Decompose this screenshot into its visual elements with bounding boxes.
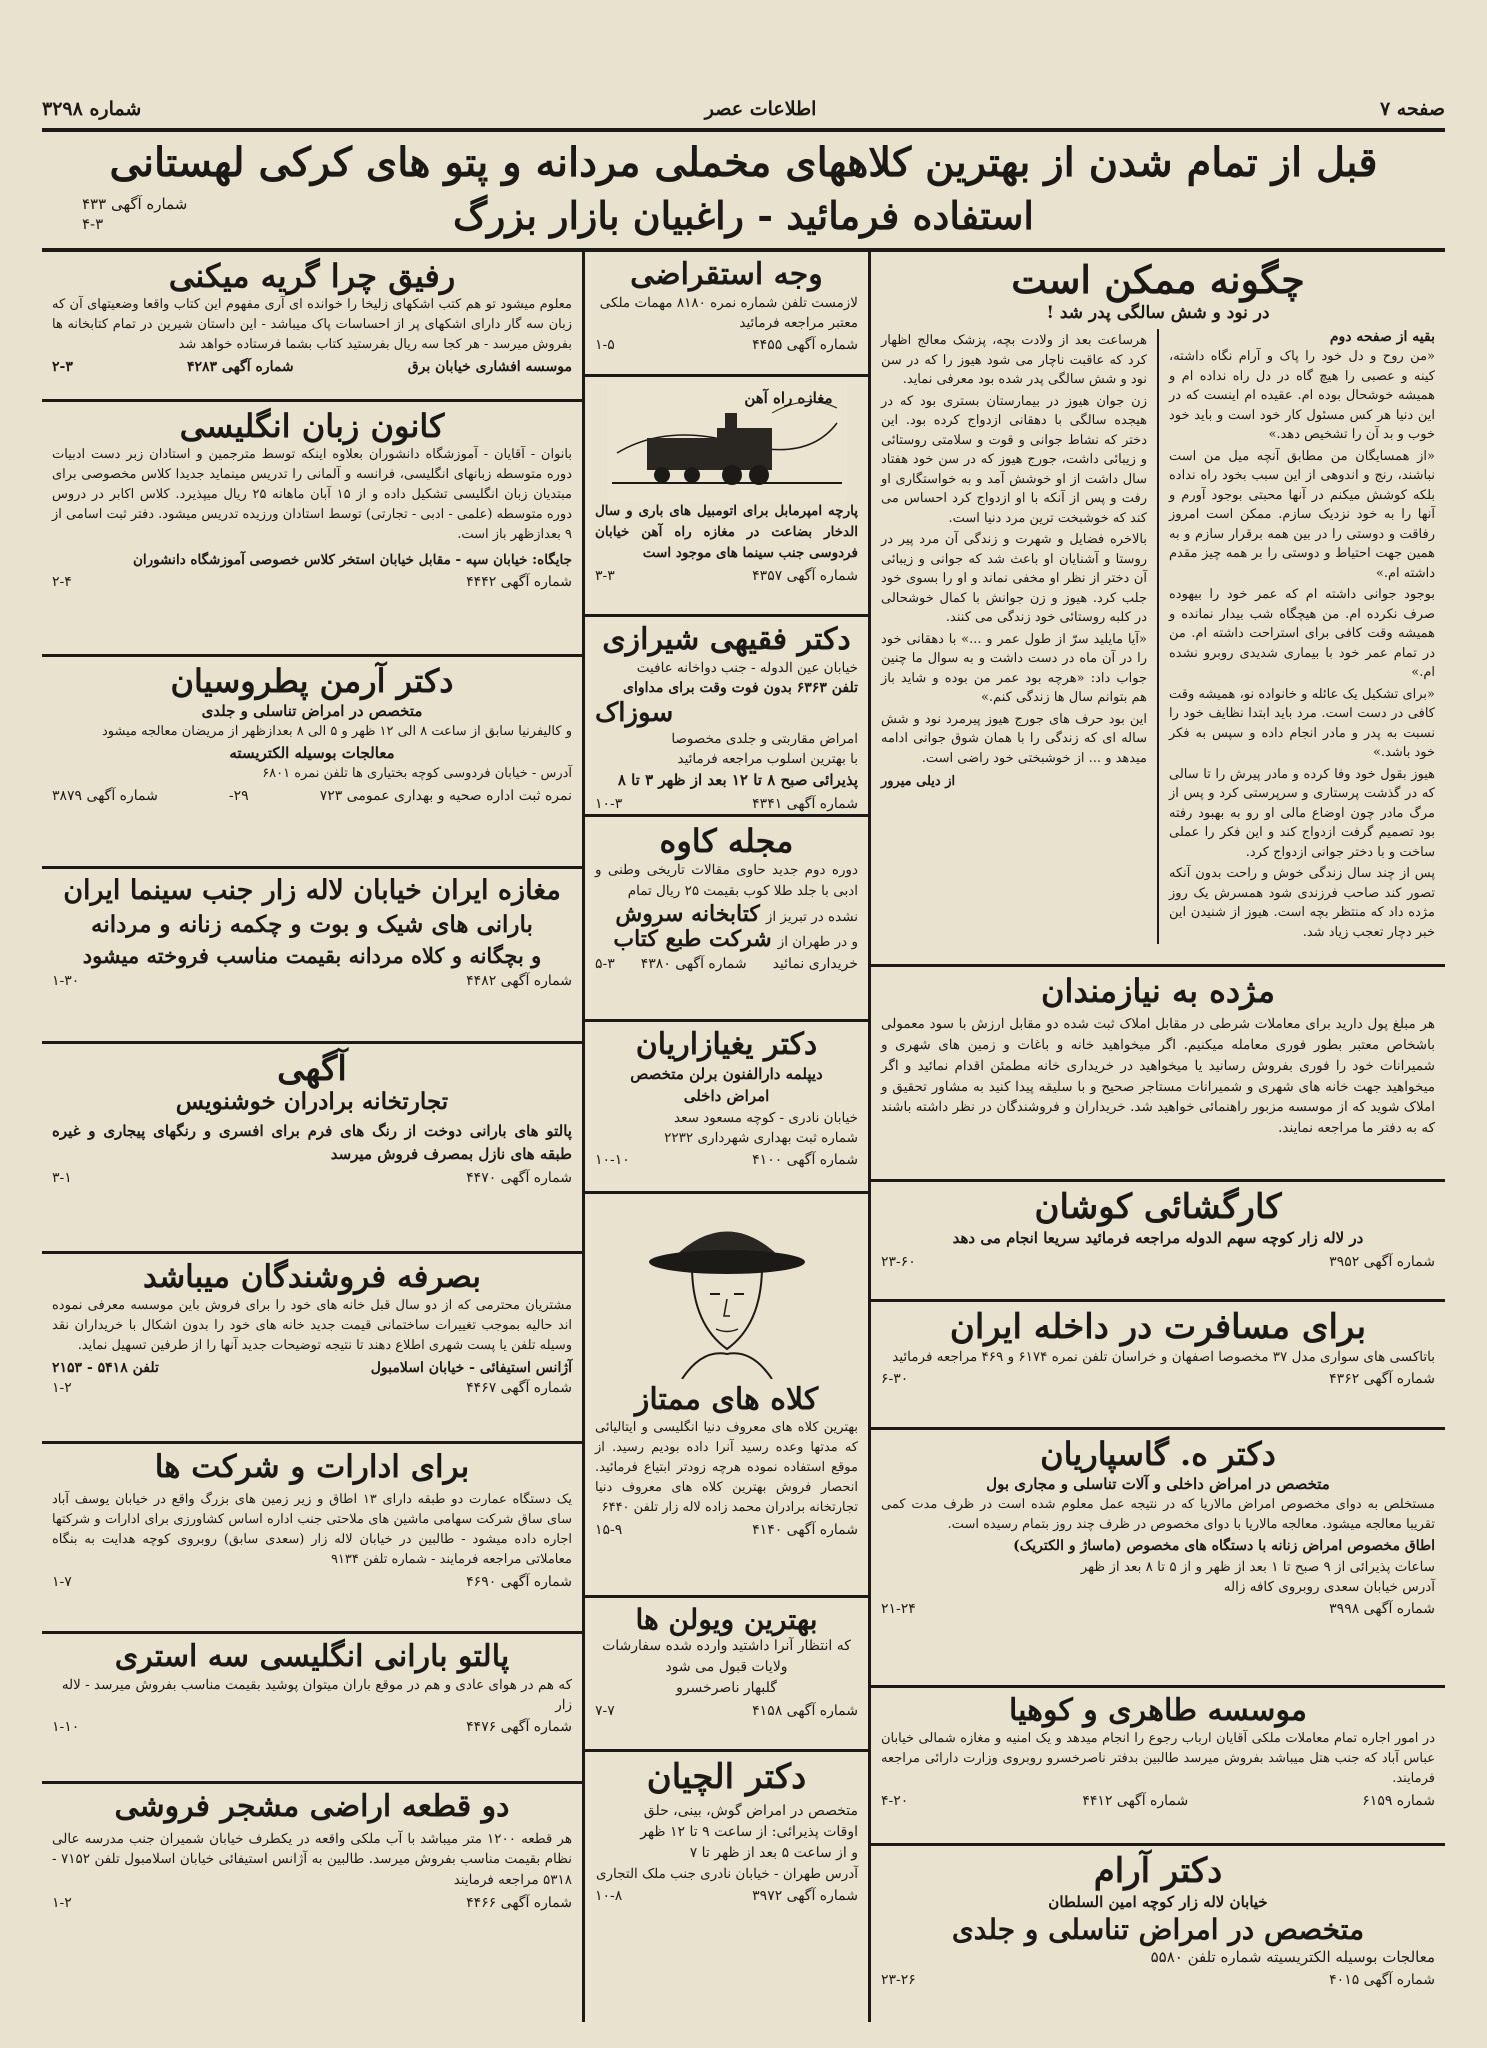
ad-line-2: بارانی های شیک و بوت و چکمه زنانه و مردانه xyxy=(91,911,533,939)
ad-line: شماره ثبت بهداری شهرداری ۲۲۳۲ xyxy=(664,1129,858,1146)
ad-ref: شماره آگهی ۴۴۷۶ xyxy=(466,1719,572,1735)
story-title: چگونه ممکن است xyxy=(1011,257,1305,302)
story-paragraph: هرساعت بعد از ولادت بچه، پزشک معالج اظهار کرد که عاقبت ناچار می شود هیوز را که در سن نود و شش سالگی پدر شده بود معرفی نماید. xyxy=(881,333,1147,388)
ad-address: جایگاه: خیابان سپه - مقابل خیابان استخر کلاس خصوصی آموزشگاه دانشوران xyxy=(132,551,572,568)
banner-ref-number: شماره آگهی ۴۳۳ xyxy=(82,195,188,213)
train-illustration xyxy=(607,383,847,501)
ad-footer xyxy=(881,1371,1435,1387)
ad-body: هر مبلغ پول دارید برای معاملات شرطی در مقابل املاک ثبت شده دو مقابل ارزش با سود معمولی باشخاص معتبر بطور فوری معامله میکنیم. اگر میخواهید خانه و باغات و زمین های شهری و شمیرانات خود را فوری بفروش رسانید یا میخواهید در خریداری خانه مطمئن اقدام نمائید و اگر میخواهید جهت خانه های شهری و شمیرانات مستاجر صحیح و با سلیقه پیدا کنید به مشاور تحقیق و املاک شوید که از موسسه مزبور راهنمائی خواهید شد. خریداران و فروشندگان در نظر داشته باشند که به دفتر ما مراجعه نمایند. xyxy=(881,1015,1435,1137)
ad-highlight: شرکت طبع کتاب xyxy=(613,925,772,952)
ad-code: ۲۳-۲۶ xyxy=(881,1972,916,1989)
ad-body: معالجات بوسیله الکتریسیته شماره تلفن ۵۵۸۰ xyxy=(1150,1947,1435,1966)
ad-text: نشده در تبریز از xyxy=(765,908,858,925)
ad-footer xyxy=(595,1703,858,1719)
ad-code: ۱-۲ xyxy=(52,1895,72,1912)
ad-title: کارگشائی کوشان xyxy=(1034,1187,1282,1227)
ad-footer xyxy=(881,1254,1435,1270)
ad-ref: شماره آگهی ۴۴۶۶ xyxy=(466,1895,572,1912)
ad-text: خریداری نمائید xyxy=(772,956,858,973)
top-banner-ad xyxy=(42,136,1445,246)
ad-code: ۱-۳۰ xyxy=(52,972,80,989)
ad-address: آدرس - خیابان فردوسی کوچه بختیاری ها تلفن نمره ۶۸۰۱ xyxy=(262,766,572,782)
ad-body: و کالیفرنیا سابق از ساعت ۸ الی ۱۲ ظهر و ۵ الی ۸ بعدازظهر از مریضان معالجه میشود xyxy=(101,724,572,740)
ad-line: متخصص در امراض گوش، بینی، حلق xyxy=(643,1803,858,1820)
ad-title: دو قطعه اراضی مشجر فروشی xyxy=(114,1789,510,1824)
ad-ref: شماره آگهی ۴۱۰۰ xyxy=(752,1152,858,1168)
ad-code: ۶-۳۰ xyxy=(881,1371,909,1388)
ad-body: که هم در هوای عادی و هم در موقع باران میتوان پوشید بقیمت مناسب بفروش میرسد - لاله زار xyxy=(61,1676,572,1713)
ad-text: و در طهران از xyxy=(777,933,858,950)
ad-ref: شماره آگهی ۴۴۸۲ xyxy=(466,972,572,989)
ad-edarat xyxy=(42,1444,582,1634)
story-paragraph: پس از چند سال زندگی خوش و راحت بدون آنکه تصور کند صاحب فرزندی شود همسرش یک روز مژده داد که منتظر بچه است. هیوز از شنیدن این خبر دچار تعجب زیاد شد. xyxy=(1169,866,1435,940)
ad-title: دکتر یغیازاریان xyxy=(635,1027,818,1062)
ad-ref: شماره آگهی ۴۳۴۱ xyxy=(752,795,858,812)
ad-code: ۲۳-۶۰ xyxy=(881,1253,916,1270)
ad-footer xyxy=(595,1522,858,1538)
ad-title: دکتر ه. گاسپاریان xyxy=(1040,1435,1276,1473)
ad-body: مستخلص به دوای مخصوص امراض مالاریا که در نتیجه عمل معلوم شده است در ظرف مدت کمی تقریبا معالجه میشود. معالجه مالاریا با دوای مخصوص در ظرف چند روز بتمام رسیده است. xyxy=(881,1497,1435,1533)
ad-body: در لاله زار کوچه سهم الدوله مراجعه فرمائید سریعا انجام می دهد xyxy=(952,1229,1364,1248)
ad-footer xyxy=(52,973,572,989)
ad-armen xyxy=(42,657,582,869)
ad-gasparian xyxy=(871,1430,1445,1688)
ad-subtitle: تجارتخانه برادران خوشنویس xyxy=(175,1088,449,1116)
ad-line: و از ساعت ۵ بعد از ظهر تا ۷ xyxy=(689,1845,858,1862)
ad-code: ۳-۳ xyxy=(595,567,615,584)
ad-ref: شماره آگهی ۳۹۷۲ xyxy=(752,1888,858,1905)
ad-ref: شماره آگهی ۴۴۶۷ xyxy=(466,1380,572,1397)
ad-specialty: متخصص در امراض داخلی و آلات تناسلی و مجاری بول xyxy=(986,1474,1330,1493)
ad-kaveh xyxy=(585,817,868,1022)
ad-aram xyxy=(871,1846,1445,2022)
left-column xyxy=(42,252,582,2022)
ad-address: آژانس استیفائی - خیابان اسلامبول xyxy=(370,1360,572,1377)
ad-code: ۲۹- xyxy=(228,787,249,804)
page-header xyxy=(42,92,1445,126)
ad-hours: پذیرائی صبح ۸ تا ۱۲ بعد از ظهر ۳ تا ۸ xyxy=(617,771,858,790)
ad-footer xyxy=(881,1972,1435,1988)
ad-body: هر قطعه ۱۲۰۰ متر میباشد با آب ملکی واقعه در یکطرف خیابان شمیران جنب مدرسه عالی نظام بقیمت مناسب بفروش میرسد. طالبین به آژانس استیفائی خیابان اسلامبول تلفن ۷۱۵۲ - ۵۳۱۸ مراجعه فرمایند xyxy=(52,1830,572,1889)
ad-title: دکتر فقیهی شیرازی xyxy=(602,622,851,657)
ad-mozhdeh xyxy=(871,967,1445,1182)
ad-ref: شماره آگهی ۴۱۵۸ xyxy=(752,1703,858,1720)
right-column xyxy=(871,252,1445,2022)
ad-line: امراض مقاربتی و جلدی مخصوصا xyxy=(671,730,858,747)
ad-ref: شماره آگهی ۴۲۸۳ xyxy=(186,359,294,376)
ad-agahi xyxy=(42,1044,582,1254)
ad-line: خیابان نادری - کوچه مسعود سعد xyxy=(674,1109,858,1126)
ad-title: موسسه طاهری و کوهیا xyxy=(1008,1693,1308,1728)
ad-ref: شماره آگهی ۴۳۶۲ xyxy=(1329,1371,1435,1388)
ad-title: دکتر آرمن پطروسیان xyxy=(170,662,454,700)
story-divider xyxy=(1157,329,1159,944)
ad-line xyxy=(595,902,858,927)
ad-faghihi xyxy=(585,617,868,817)
banner-line-1: قبل از تمام شدن از بهترین کلاههای مخملی مردانه و پتو های کرکی لهستانی xyxy=(109,139,1378,186)
ad-taheri xyxy=(871,1688,1445,1846)
ad-yeghiazarian xyxy=(585,1022,868,1194)
banner-line-2: استفاده فرمائید - راغبیان بازار بزرگ xyxy=(453,193,1034,238)
ad-treatment: معالجات بوسیله الکتریسته xyxy=(229,743,395,762)
banner-ref xyxy=(82,194,187,234)
ad-line: با بهترین اسلوب مراجعه فرمائید xyxy=(677,750,858,767)
ad-footer xyxy=(595,956,858,972)
ad-vajh xyxy=(585,252,868,377)
ad-line: دیپلمه دارالفنون برلن متخصص xyxy=(630,1064,823,1083)
ad-kanoon xyxy=(42,402,582,657)
ad-footer xyxy=(595,568,858,584)
ad-footer xyxy=(52,1170,572,1186)
ad-title: برای مسافرت در داخله ایران xyxy=(949,1307,1367,1347)
ad-title: آگهی xyxy=(277,1049,347,1089)
ad-title: مژده به نیازمندان xyxy=(1041,972,1275,1010)
story-paragraph: بوجود جوانی داشته ام که عمر خود را بیهوده صرف نکرده ام. من هیچگاه شب بیدار نمانده و همیشه وقت کافی برای استراحت داشته ام. من در تمام عمر خود با بیماری شدیدی روبرو نشده ام.» xyxy=(1169,587,1435,681)
ad-line-3: و بچگانه و کلاه مردانه بقیمت مناسب فروخته میشود xyxy=(82,943,542,969)
paper-name: اطلاعات عصر xyxy=(704,98,817,120)
middle-column xyxy=(585,252,868,2022)
ad-body: که انتظار آنرا داشتید وارده شده سفارشات ولایات قبول می شود xyxy=(602,1638,851,1676)
ad-code: ۲۱-۲۴ xyxy=(881,1601,916,1618)
ad-code: ۱-۲ xyxy=(52,1380,72,1397)
ad-body: یک دستگاه عمارت دو طبقه دارای ۱۳ اطاق و زیر زمین های بزرگ واقع در خیابان یوسف آباد سای ساق شرکت سهامی ماشین های ملاحتی جنب اداره اساس کشاورزی برای ادارات و شرکتها اجاره داده میشود - طالبین در خیابان لاله زار (سعدی سابق) روبروی کوچه هدایت به بنگاه معاملاتی مراجعه فرمایند - شماره تلفن ۹۱۳۴ xyxy=(52,1491,572,1568)
ad-body: معلوم میشود تو هم کتب اشکهای زلیخا را خوانده ای آری مفهوم این کتاب واقعا وضعیتهای آن که زبان سه گار دارای اشکهای پر از احساسات پاک میباشد - این داستان شیرین در تمام کتابخانه ها بفروش میرسد - هر کجا سه ریال بفرستید کتاب بشما فرستاده خواهد شد xyxy=(52,296,572,353)
ad-rahahan xyxy=(585,377,868,617)
ad-ref: شماره آگهی ۴۰۱۵ xyxy=(1329,1972,1435,1989)
ad-title: کلاه های ممتاز xyxy=(634,1382,819,1417)
story-paragraph: بالاخره فضایل و شهرت و زندگی آن مرد پیر در روستا و آشنایان او باعث شد که جوانی و زیبائی آن دختر از نظر او مخفی نماند و او را بسوی خود جلب کرد. هیوز و زن جوانش با کمال خوشحالی در کلبه روستائی خود زندگی می کنند. xyxy=(881,532,1147,626)
ad-footer xyxy=(52,788,572,804)
ad-code: ۱-۵ xyxy=(595,337,615,353)
ad-footer xyxy=(595,1152,858,1168)
ad-address: خیابان لاله زار کوچه امین السلطان xyxy=(1048,1893,1268,1912)
ad-violin xyxy=(585,1598,868,1752)
ad-code: ۴-۲۰ xyxy=(881,1792,909,1809)
ad-footer xyxy=(52,574,572,590)
ad-ref-2: شماره ۶۱۵۹ xyxy=(1362,1792,1435,1809)
ad-specialty: متخصص در امراض تناسلی و جلدی xyxy=(951,1912,1365,1946)
ad-paltoo xyxy=(42,1634,582,1784)
story-paragraph: هیوز بقول خود وفا کرده و مادر پیرش را تا سالی که در گذشت پرستاری و سرپرستی کرد و پس از مرگ مادر چون اوضاع مالی او رو به بهبود رفته بود تصمیم گرفت ازدواج کند و این فکر را عملی ساخت و با دختر جوانی ازدواج کرد. xyxy=(1169,766,1435,860)
ad-address: آدرس خیابان سعدی روبروی کافه زاله xyxy=(1223,1578,1435,1595)
ad-doghete xyxy=(42,1784,582,2022)
ad-highlight: کتابخانه سروش xyxy=(615,900,760,927)
ad-ref: شماره آگهی ۴۴۵۵ xyxy=(752,337,858,353)
ad-code: ۱۰-۸ xyxy=(595,1888,623,1905)
story-subtitle: در نود و شش سالگی پدر شد ! xyxy=(1046,302,1270,323)
ad-kolah xyxy=(585,1194,868,1598)
ad-ref: شماره آگهی ۴۳۵۷ xyxy=(752,567,858,584)
ad-footer xyxy=(52,1719,572,1735)
ad-kargosha xyxy=(871,1182,1445,1302)
ad-body: لازمست تلفن شماره نمره ۸۱۸۰ مهمات ملکی معتبر مراجعه فرمائید xyxy=(599,294,858,331)
ad-body: پالتو های بارانی دوخت از رنگ های فرم برای افسری و رنگهای پیجاری و غیره طبقه های نازل بمصرف فروش میرسد xyxy=(52,1121,572,1163)
ad-ref-2: نمره ثبت اداره صحیه و بهداری عمومی ۷۲۳ xyxy=(319,787,572,804)
ad-ref: شماره آگهی ۴۴۱۲ xyxy=(1082,1792,1189,1809)
header-rule xyxy=(42,128,1445,132)
ad-address: موسسه افشاری خیابان برق xyxy=(407,359,572,376)
ad-code: ۱-۱۰ xyxy=(52,1719,80,1735)
story-paragraph: «برای تشکیل یک عائله و خانواده نو، همیشه وقت کافی در دست است. مرد باید ابتدا نظایف خود را نسبت به پدر و مادر انجام داده و سپس به فکر خود باشد.» xyxy=(1169,686,1435,761)
ad-specialty: متخصص در امراض تناسلی و جلدی xyxy=(201,701,423,720)
ad-footer xyxy=(881,1601,1435,1617)
ad-tel: تلفن ۵۴۱۸ - ۲۱۵۳ xyxy=(52,1360,159,1377)
ad-code: ۱۰-۳ xyxy=(595,795,623,812)
ad-title: بهترین ویولن ها xyxy=(635,1603,818,1636)
ad-ref: شماره آگهی ۳۸۷۹ xyxy=(52,787,158,804)
ad-elchian xyxy=(585,1752,868,2022)
ad-line: خیابان عین الدوله - جنب دواخانه عافیت xyxy=(636,659,858,676)
ad-room: اطاق مخصوص امراض زنانه با دستگاه های مخصوص (ماساژ و الکتریک) xyxy=(1013,1537,1435,1554)
ad-footer xyxy=(595,337,858,353)
ad-code: ۳-۱ xyxy=(52,1170,72,1187)
story-paragraph: «من روح و دل خود را پاک و آرام نگاه داشته، کینه و عصبی را هیچ گاه در دل راه نداده ام و همیشه خوشحال بوده ام. عقیده ام اینست که در این دنیا هر کس مسئول کار خود است و باید خود خوب و بد آن را تشخیص دهد.» xyxy=(1169,349,1435,443)
ad-code: ۲-۴ xyxy=(52,573,72,590)
ad-footer xyxy=(52,359,572,375)
ad-title: مجله کاوه xyxy=(659,822,794,860)
ad-body: پارچه امپرمابل برای اتومبیل های باری و سال الدخار بضاعت در مغازه راه آهن خیابان فردوسی جنب سینما های موجود است xyxy=(595,503,858,561)
ad-line: اوقات پذیرائی: از ساعت ۹ تا ۱۲ ظهر xyxy=(640,1824,858,1841)
story-continued: بقیه از صفحه دوم xyxy=(1329,329,1435,346)
banner-ref-code: ۴-۳ xyxy=(82,215,104,233)
ad-code: ۱۰-۱۰ xyxy=(595,1152,630,1168)
ad-title: دکتر الچیان xyxy=(646,1757,807,1797)
ad-footer xyxy=(881,1793,1435,1809)
ad-title: وجه استقراضی xyxy=(630,257,823,292)
ad-hours: ساعات پذیرائی از ۹ صبح تا ۱ بعد از ظهر و از ۵ تا ۸ بعد از ظهر xyxy=(1080,1558,1435,1575)
ad-safar xyxy=(871,1302,1445,1430)
story-article xyxy=(871,252,1445,967)
ad-contact xyxy=(52,1360,572,1376)
ad-code: ۱۵-۹ xyxy=(595,1522,623,1539)
ad-title: رفیق چرا گریه میکنی xyxy=(168,257,456,295)
ad-title: کانون زبان انگلیسی xyxy=(179,407,445,445)
ad-footer xyxy=(52,1895,572,1911)
ad-ref: شماره آگهی ۳۹۹۸ xyxy=(1329,1601,1435,1618)
ad-ref: شماره آگهی ۳۹۵۲ xyxy=(1329,1253,1435,1270)
ad-rafigh xyxy=(42,252,582,402)
ad-footer xyxy=(52,1574,572,1590)
ad-address: آدرس طهران - خیابان نادری جنب ملک التجاری xyxy=(595,1866,858,1883)
ad-ref: شماره آگهی ۴۴۴۲ xyxy=(466,573,572,590)
ad-shop: گلبهار ناصرخسرو xyxy=(676,1680,777,1697)
ad-title: پالتو بارانی انگلیسی سه استری xyxy=(114,1639,510,1674)
ad-code: ۲-۳ xyxy=(52,359,73,376)
ad-footer xyxy=(52,1380,572,1396)
ad-line: امراض داخلی xyxy=(683,1087,770,1105)
ad-title: برای ادارات و شرکت ها xyxy=(154,1449,470,1485)
ad-footer xyxy=(595,796,858,812)
ad-iran xyxy=(42,869,582,1044)
ad-title: دکتر آرام xyxy=(1093,1851,1223,1891)
issue-number: شماره ۳۲۹۸ xyxy=(42,98,142,120)
story-paragraph: «از همسایگان من مطابق آنچه میل من است نباشند، رنج و اندوهی از این سبب بخود راه نداده بلکه کوشش میکنم در آنها محبتی بوجود آورم و آنها را به خود نزدیک سازم. ممکن است امروز رفاقت و دوستی را در بین همه برقرار سازم و به همین جهت احتیاط و دوستی را بر همه چیز مقدم داشته ام.» xyxy=(1169,448,1435,581)
story-paragraph: «آیا مایلید سرّ از طول عمر و ...» با دهقانی خود را در آن ماه در دست داشت و به سوال ما چنین جواب داد: «هرچه بود عمر من بوده و شاید باز هم بتوانم سال ها زندگی کنم.» xyxy=(881,631,1147,706)
ad-code: ۵-۳ xyxy=(595,956,615,973)
ad-ref: شماره آگهی ۴۳۸۰ xyxy=(640,956,747,973)
ad-code: ۱-۷ xyxy=(52,1574,72,1591)
ad-ref: شماره آگهی ۴۶۹۰ xyxy=(466,1574,572,1591)
ad-ref: شماره آگهی ۴۱۴۰ xyxy=(752,1522,858,1539)
ad-line: تلفن ۶۳۶۳ بدون فوت وقت برای مداوای xyxy=(622,679,858,696)
ad-line xyxy=(595,927,858,952)
story-source: از دیلی میرور xyxy=(881,774,956,790)
ad-code: ۷-۷ xyxy=(595,1703,615,1720)
story-paragraph: این بود حرف های جورج هیوز پیرمرد نود و شش ساله ای که زندگی را با همان شوق جوانی ادامه میدهد و ... از خوشبختی خود راضی است. xyxy=(881,711,1147,766)
story-col-a xyxy=(1169,329,1435,944)
ad-body: بهترین کلاه های معروف دنیا انگلیسی و ایتالیائی که مدتها وعده رسید آنرا داده بودیم رسید. از موقع استفاده نموده هرچه زودتر ابتیاع فرمائید. انحصار فروش بهترین کلاه های معروف دنیا تجارتخانه برادران محمد زاده لاله زار تلفن ۶۴۴۰ xyxy=(595,1419,858,1516)
page-number: صفحه ۷ xyxy=(1379,98,1445,120)
ad-body: مشتریان محترمی که از دو سال قبل خانه های خود را برای فروش باین موسسه معرفی نموده اند حالیه بموجب تغییرات ساختمانی قیمت جدید خانه های خود را بدون اشکال با خریداران نقد وسیله تلفن یا پست شهری اطلاع دهند تا نتیجه توضیحات جدید آنها را از طرفین تسهیل نماید. xyxy=(52,1297,572,1353)
shop-sign: مغازه راه آهن xyxy=(744,389,833,407)
ad-body: در امور اجاره تمام معاملات ملکی آقایان ارباب رجوع را انجام میدهد و یک امنیه و مغازه شمالی خیابان عباس آباد که جنب هتل میباشد بفروش میرسد طالبین بدفتر ناصرخسرو روبروی وزارت دارائی مراجعه فرمایند. xyxy=(881,1730,1435,1786)
ad-highlight: سوزاک xyxy=(595,697,674,728)
ad-line-1: مغازه ایران خیابان لاله زار جنب سینما ایران xyxy=(63,875,561,906)
ad-body: بانوان - آقایان - آموزشگاه دانشوران بعلاوه اینکه توسط مترجمین و استادان زبر دست ادبیات دوره متوسطه زبانهای انگلیسی، فرانسه و آلمانی را تدریس مینماید جدیدا کلاس مخصوصی برای مبتدیان زبان انگلیسی تشکیل داده و از ۱۵ آبان ماهانه ۲۵ ریال میپذیرد. کلاس اکابر در دروس دوره متوسطه (علمی - ادبی - تجارتی) توسط استادان ورزیده تدریس میشود. دفتر ثبت اسامی از ۹ بعدازظهر باز است. xyxy=(52,446,572,543)
ad-footer xyxy=(595,1888,858,1904)
ad-ref: شماره آگهی ۴۴۷۰ xyxy=(466,1170,572,1187)
story-paragraph: زن جوان هیوز در بیمارستان بستری بود که در هیجده سالگی با دهقانی ازدواج کرده بود. این دختر که نشاط جوانی و قوت و سلامتی روستائی و زیبائی داشت، جورج هیوز که در سن خود هفتاد سال داشت از او خوشش آمد و به خواستگاری او رفت و پس از آنکه با او ازدواج کرد احساس می کند که خوشبخت ترین مرد دنیا است. xyxy=(881,393,1147,526)
ad-body: باتاکسی های سواری مدل ۳۷ مخصوصا اصفهان و خراسان تلفن نمره ۶۱۷۴ و ۴۶۹ مراجعه فرمائید xyxy=(892,1349,1435,1366)
ad-body: دوره دوم جدید حاوی مقالات تاریخی وطنی و ادبی با جلد طلا کوب بقیمت ۲۵ ریال تمام xyxy=(595,861,858,899)
hat-portrait-illustration xyxy=(642,1204,812,1379)
story-col-b xyxy=(881,329,1147,944)
ad-besarfe xyxy=(42,1254,582,1444)
ad-title: بصرفه فروشندگان میباشد xyxy=(142,1259,482,1295)
